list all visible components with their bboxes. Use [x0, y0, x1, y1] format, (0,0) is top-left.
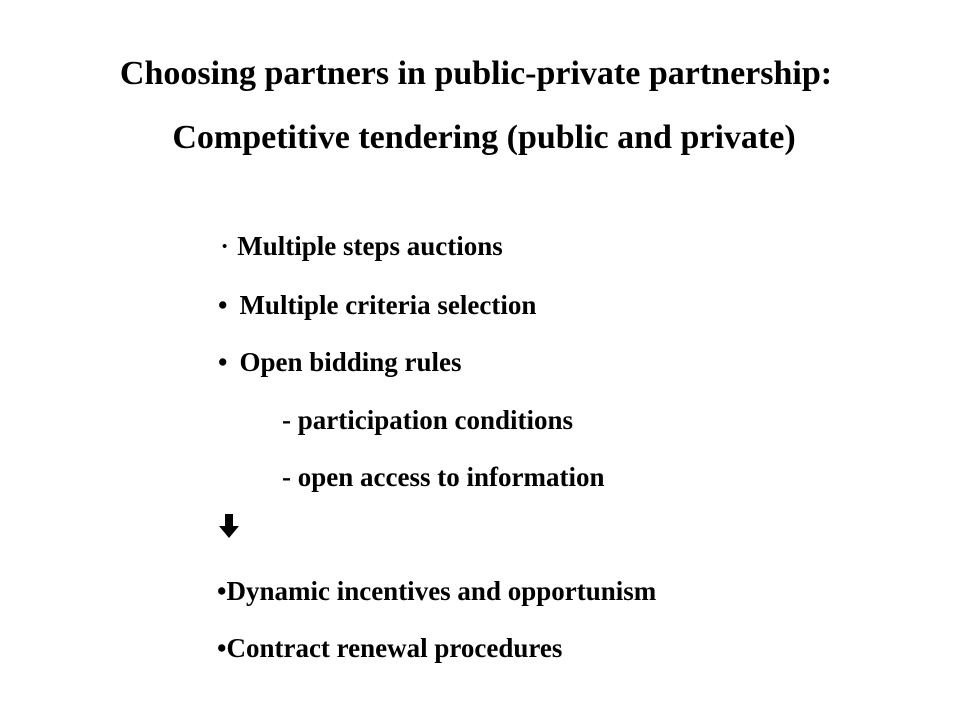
bullet-marker: • — [218, 347, 228, 377]
outcome-item-dynamic-incentives — [217, 575, 656, 607]
bullet-item-multiple-steps — [222, 230, 503, 267]
bullet-text: Multiple criteria selection — [239, 290, 537, 320]
sub-item-open-access: - open access to information — [282, 462, 605, 492]
sub-item-participation: - participation conditions — [282, 405, 574, 435]
bullet-item-multiple-criteria — [218, 289, 536, 321]
down-arrow-icon — [218, 513, 240, 539]
outcome-text: Contract renewal procedures — [226, 633, 563, 663]
outcome-text: Dynamic incentives and opportunism — [226, 576, 657, 606]
outcome-item-contract-renewal — [217, 632, 562, 664]
slide-title-line-2: Competitive tendering (public and private) — [172, 119, 796, 156]
slide-title-line-1: Choosing partners in public-private partnership: — [119, 55, 833, 92]
bullet-marker: • — [217, 633, 227, 663]
bullet-text: Open bidding rules — [239, 347, 462, 377]
bullet-text: Multiple steps auctions — [237, 231, 503, 261]
bullet-marker: • — [217, 576, 227, 606]
bullet-marker: • — [222, 239, 228, 255]
bullet-item-open-bidding — [218, 346, 462, 378]
bullet-marker: • — [218, 290, 228, 320]
